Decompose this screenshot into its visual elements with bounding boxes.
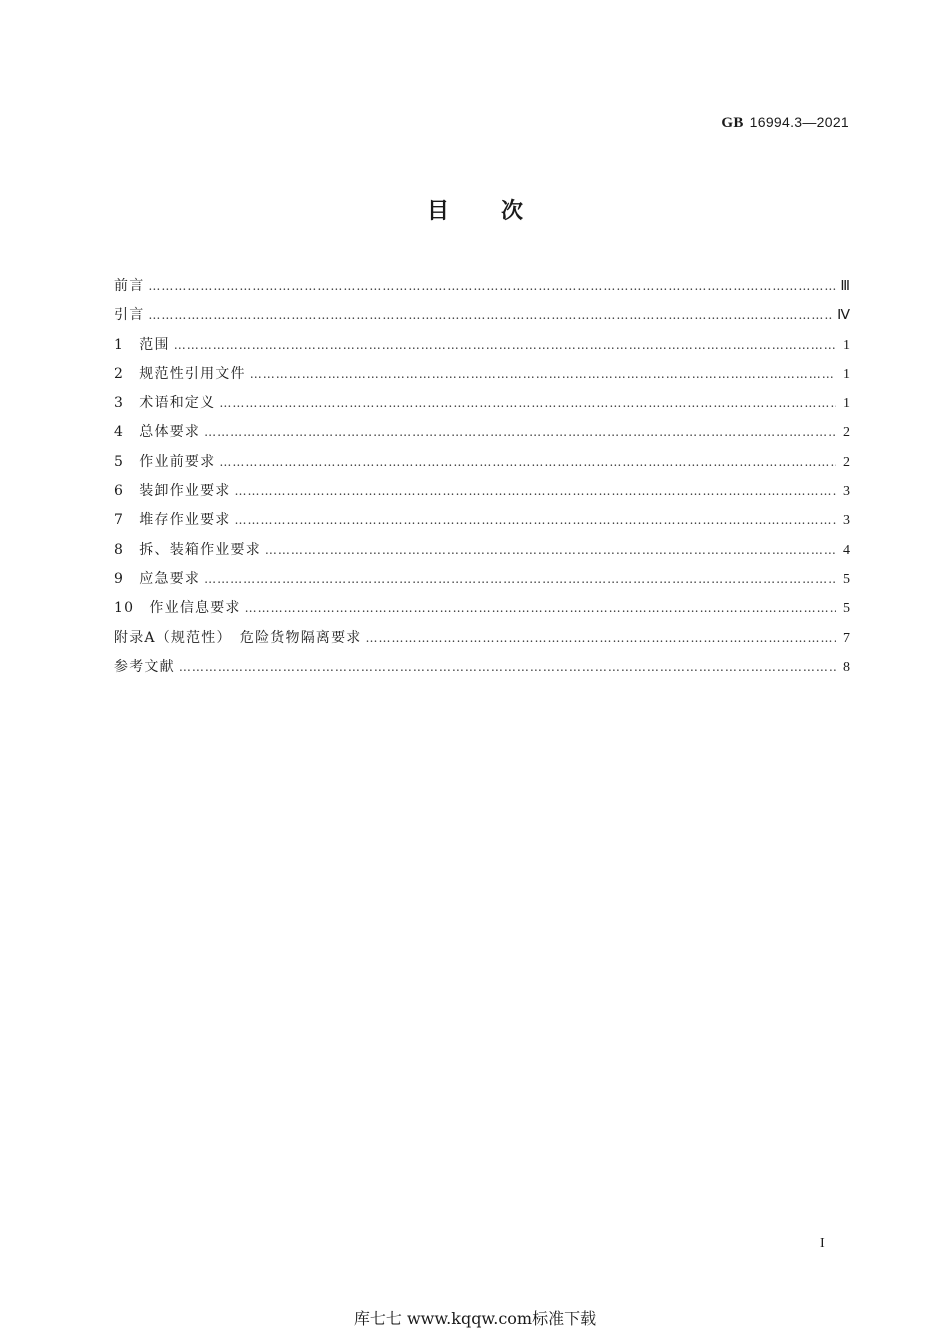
table-of-contents <box>114 272 850 682</box>
toc-leader <box>235 477 836 506</box>
toc-entry-annex-a[interactable] <box>114 624 850 653</box>
toc-leader <box>265 536 836 565</box>
toc-label: 2 规范性引用文件 <box>114 365 246 382</box>
download-watermark: 库七七 www.kqqw.com标准下载 <box>353 1309 597 1328</box>
toc-entry-emergency[interactable] <box>114 565 850 594</box>
toc-entry-stacking[interactable] <box>114 506 850 535</box>
toc-leader <box>366 624 836 653</box>
toc-page: 2 <box>843 454 850 470</box>
toc-label: 4 总体要求 <box>114 424 201 441</box>
toc-page: 1 <box>843 396 850 412</box>
toc-leader <box>250 360 836 389</box>
toc-entry-bibliography[interactable] <box>114 653 850 682</box>
toc-label: 8 拆、装箱作业要求 <box>114 541 261 558</box>
toc-page: 1 <box>843 337 850 353</box>
toc-leader <box>245 594 836 623</box>
toc-entry-general-requirements[interactable] <box>114 418 850 447</box>
toc-label: 前言 <box>114 278 145 294</box>
page-title: 目次 <box>426 199 575 224</box>
toc-leader <box>204 418 836 447</box>
toc-leader <box>219 448 836 477</box>
toc-page: 7 <box>843 630 850 646</box>
toc-entry-stuffing-unstuffing[interactable] <box>114 536 850 565</box>
toc-page: 3 <box>843 513 850 529</box>
page-number: I <box>820 1236 825 1251</box>
toc-page: 2 <box>843 425 850 441</box>
toc-label: 10 作业信息要求 <box>114 600 241 617</box>
toc-entry-loading-unloading[interactable] <box>114 477 850 506</box>
toc-page: 1 <box>843 366 850 382</box>
toc-label: 3 术语和定义 <box>114 395 216 412</box>
toc-entry-scope[interactable] <box>114 331 850 360</box>
toc-page: 5 <box>843 601 850 617</box>
toc-entry-introduction[interactable] <box>114 301 850 330</box>
toc-label: 参考文献 <box>114 658 175 675</box>
toc-entry-operation-information[interactable] <box>114 594 850 623</box>
standard-code <box>721 114 849 132</box>
toc-leader <box>174 331 836 360</box>
toc-label: 9 应急要求 <box>114 570 201 587</box>
toc-page: Ⅳ <box>837 308 850 324</box>
toc-leader <box>179 653 836 682</box>
toc-entry-foreword[interactable] <box>114 272 850 301</box>
toc-leader <box>219 389 836 418</box>
toc-leader <box>148 272 836 301</box>
standard-prefix: GB <box>721 115 744 131</box>
toc-label: 附录A（规范性） 危险货物隔离要求 <box>114 629 362 646</box>
standard-number: 16994.3—2021 <box>749 114 849 130</box>
toc-page: 5 <box>843 571 850 587</box>
toc-leader <box>235 506 836 535</box>
toc-entry-terms[interactable] <box>114 389 850 418</box>
toc-label: 5 作业前要求 <box>114 453 216 470</box>
toc-page: Ⅲ <box>840 279 850 294</box>
toc-leader <box>148 301 833 330</box>
toc-leader <box>204 565 836 594</box>
toc-label: 1 范围 <box>114 336 170 353</box>
toc-entry-pre-operation[interactable] <box>114 448 850 477</box>
toc-entry-normative-references[interactable] <box>114 360 850 389</box>
toc-label: 6 装卸作业要求 <box>114 483 231 500</box>
toc-page: 3 <box>843 484 850 500</box>
toc-label: 引言 <box>114 307 145 324</box>
toc-label: 7 堆存作业要求 <box>114 512 231 529</box>
toc-page: 8 <box>843 659 850 675</box>
toc-page: 4 <box>843 542 850 558</box>
